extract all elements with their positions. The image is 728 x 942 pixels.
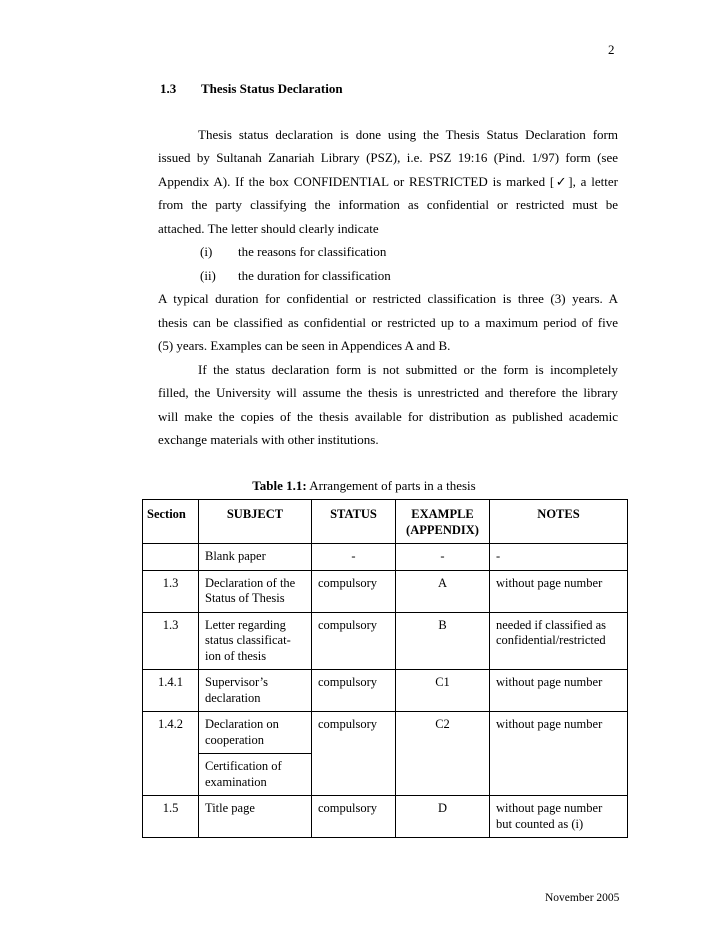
cell-section — [143, 544, 199, 571]
para1-line: Appendix A). If the box CONFIDENTIAL or RESTRICTED is marked [✓], a letter — [158, 174, 618, 189]
cell-notes: - — [490, 544, 628, 571]
cell-section: 1.4.1 — [143, 670, 199, 712]
para1-line: Thesis status declaration is done using the Thesis Status Declaration form — [198, 127, 618, 142]
header-section: Section — [143, 500, 199, 544]
cell-subject: Supervisor’s declaration — [199, 670, 312, 712]
cell-notes: needed if classified as confidential/restricted — [490, 612, 628, 670]
list-item: the duration for classification — [238, 268, 391, 283]
cell-notes: without page number but counted as (i) — [490, 796, 628, 838]
section-number: 1.3 — [160, 81, 177, 96]
cell-example: D — [396, 796, 490, 838]
para3-line: filled, the University will assume the thesis is unrestricted and therefore the library — [158, 385, 618, 400]
cell-subject: Letter regarding status classificat- ion of thesis — [199, 612, 312, 670]
para3-line: exchange materials with other institutions. — [158, 432, 379, 447]
cell-notes: without page number — [490, 712, 628, 796]
para3-line: If the status declaration form is not submitted or the form is incompletely — [198, 362, 618, 377]
cell-example: C1 — [396, 670, 490, 712]
table-row — [143, 570, 628, 612]
cell-subject: Declaration on cooperation — [199, 712, 312, 754]
header-subject: SUBJECT — [199, 500, 312, 544]
header-status: STATUS — [312, 500, 396, 544]
cell-section: 1.5 — [143, 796, 199, 838]
cell-status: compulsory — [312, 570, 396, 612]
para3-line: will make the copies of the thesis available for distribution as published academic — [158, 409, 618, 424]
para1-line: from the party classifying the information as confidential or restricted must be — [158, 197, 618, 212]
header-example: EXAMPLE (APPENDIX) — [396, 500, 490, 544]
cell-notes: without page number — [490, 570, 628, 612]
cell-example: C2 — [396, 712, 490, 796]
list-marker: (i) — [200, 244, 213, 259]
cell-notes: without page number — [490, 670, 628, 712]
footer-date: November 2005 — [545, 892, 620, 904]
para1-line: issued by Sultanah Zanariah Library (PSZ), i.e. PSZ 19:16 (Pind. 1/97) form (see — [158, 150, 618, 165]
table-row — [143, 796, 628, 838]
table-row — [143, 612, 628, 670]
page-number: 2 — [608, 42, 615, 57]
cell-status: compulsory — [312, 712, 396, 796]
para1-line: attached. The letter should clearly indicate — [158, 221, 379, 236]
cell-status: - — [312, 544, 396, 571]
cell-subject: Certification of examination — [199, 754, 312, 796]
table-caption — [0, 478, 728, 494]
cell-example: - — [396, 544, 490, 571]
cell-example: A — [396, 570, 490, 612]
cell-status: compulsory — [312, 670, 396, 712]
list-marker: (ii) — [200, 268, 216, 283]
cell-subject: Blank paper — [199, 544, 312, 571]
cell-section: 1.3 — [143, 570, 199, 612]
header-notes: NOTES — [490, 500, 628, 544]
cell-subject: Title page — [199, 796, 312, 838]
section-title: Thesis Status Declaration — [201, 81, 343, 96]
para2-line: thesis can be classified as confidential or restricted up to a maximum period of five — [158, 315, 618, 330]
cell-status: compulsory — [312, 796, 396, 838]
table-caption-text: Arrangement of parts in a thesis — [309, 478, 476, 493]
list-item: the reasons for classification — [238, 244, 387, 259]
cell-section: 1.3 — [143, 612, 199, 670]
table-caption-label: Table 1.1: — [252, 478, 307, 493]
table-row — [143, 712, 628, 754]
cell-section: 1.4.2 — [143, 712, 199, 796]
section-heading — [160, 81, 343, 97]
table-row — [143, 670, 628, 712]
cell-example: B — [396, 612, 490, 670]
cell-status: compulsory — [312, 612, 396, 670]
table-header-row — [143, 500, 628, 544]
table-row — [143, 544, 628, 571]
thesis-parts-table — [142, 499, 628, 838]
cell-subject: Declaration of the Status of Thesis — [199, 570, 312, 612]
para2-line: A typical duration for confidential or restricted classification is three (3) years. A — [158, 291, 618, 306]
para2-line: (5) years. Examples can be seen in Appendices A and B. — [158, 338, 451, 353]
